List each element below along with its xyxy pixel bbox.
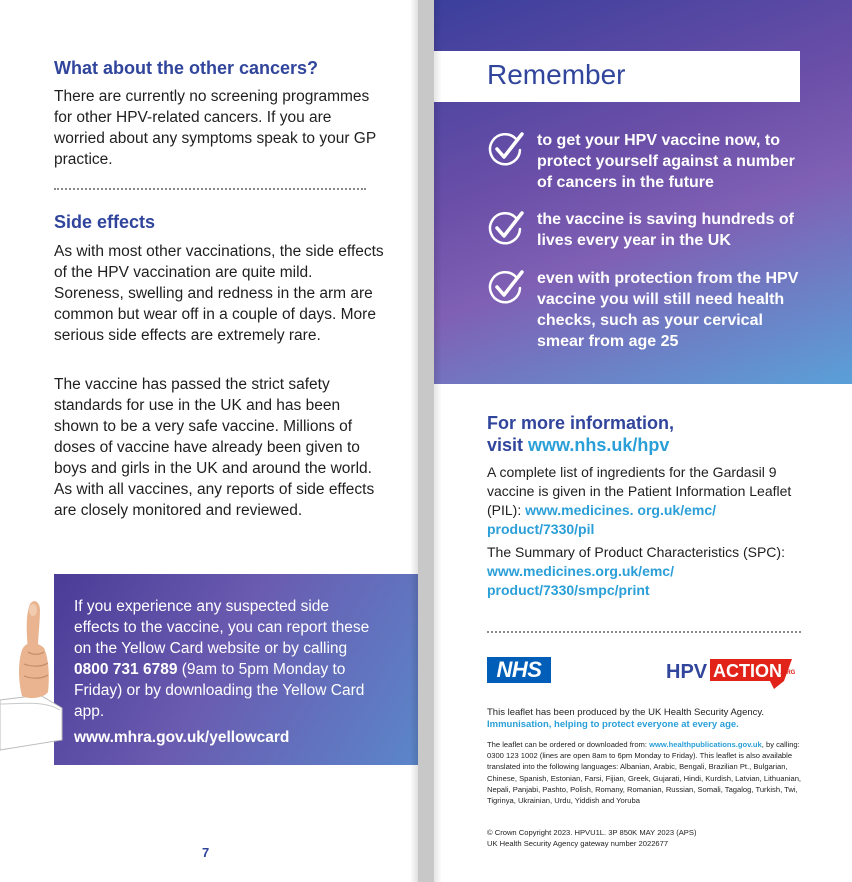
hpv-logo-org-text: .ORG [780, 670, 796, 676]
more-info-line1: For more information, [487, 413, 675, 433]
yellow-card-box [54, 574, 418, 765]
section-divider [54, 188, 366, 190]
thumbs-up-hand-illustration [0, 600, 70, 770]
order-info [487, 739, 805, 806]
nhs-logo: NHS [487, 657, 551, 683]
spine-shadow [410, 0, 418, 882]
copyright [487, 827, 805, 849]
page-number: 7 [202, 845, 210, 860]
pil-text: A complete list of ingredients for the Gardasil 9 vaccine is given in the Patient Information Leaflet (PIL): [487, 464, 792, 518]
side-effects-paragraph-1: As with most other vaccinations, the side effects of the HPV vaccination are quite mild. Soreness, swelling and redness in the arm are common but wear off in a couple of days. More serious side effects are extremely rare. [54, 243, 384, 344]
produced-text: This leaflet has been produced by the UK Health Security Agency. [487, 707, 765, 718]
hpv-logo-action-text: ACTION [713, 661, 782, 681]
checkmark-circle-icon [486, 209, 526, 249]
heading-other-cancers: What about the other cancers? [54, 58, 319, 78]
spine-shadow [434, 0, 442, 882]
section-divider [487, 631, 801, 633]
hpv-action-logo [666, 656, 802, 690]
order-text-before: The leaflet can be ordered or downloaded from: [487, 740, 650, 749]
left-page [0, 0, 418, 882]
copyright-line1: © Crown Copyright 2023. HPVU1L. 3P 850K MAY 2023 (APS) [487, 828, 697, 837]
hpv-logo-hpv-text: HPV [666, 661, 708, 683]
right-page [434, 0, 852, 882]
produced-by [487, 707, 805, 731]
more-info-visit: visit [487, 435, 529, 455]
immunisation-tagline: Immunisation, helping to protect everyone at every age. [487, 719, 739, 730]
yellow-card-text-before: If you experience any suspected side effects to the vaccine, you can report these on the Yellow Card website or by calling [74, 598, 370, 657]
remember-item-text: to get your HPV vaccine now, to protect yourself against a number of cancers in the future [537, 132, 795, 191]
heading-side-effects: Side effects [54, 212, 156, 232]
spc-link[interactable]: www.medicines.org.uk/emc/ product/7330/smpc/print [487, 563, 674, 598]
yellow-card-link[interactable]: www.mhra.gov.uk/yellowcard [74, 729, 290, 746]
side-effects-paragraph-2: The vaccine has passed the strict safety standards for use in the UK and has been shown to be a very safe vaccine. Millions of doses of vaccine have already been given to boys and girls in the UK and around the world. As with all vaccines, any reports of side effects are closely monitored and reviewed. [54, 376, 375, 519]
nhs-hpv-link[interactable]: www.nhs.uk/hpv [528, 435, 670, 455]
other-cancers-text: There are currently no screening programmes for other HPV-related cancers. If you are worried about any symptoms speak to your GP practice. [54, 88, 376, 168]
pil-paragraph [487, 463, 807, 539]
remember-title-box [434, 51, 800, 102]
yellow-card-text [74, 596, 374, 722]
remember-title: Remember [487, 59, 626, 90]
checkmark-circle-icon [486, 268, 526, 308]
checkmark-circle-icon [486, 130, 526, 170]
remember-panel [434, 0, 852, 384]
spc-paragraph [487, 543, 807, 600]
remember-item-text: the vaccine is saving hundreds of lives every year in the UK [537, 211, 794, 249]
remember-item-text: even with protection from the HPV vaccine you will still need health checks, such as your cervical smear from age 25 [537, 270, 799, 350]
more-info-heading [487, 412, 817, 456]
yellow-card-phone: 0800 731 6789 [74, 661, 178, 678]
spc-text: The Summary of Product Characteristics (SPC): [487, 544, 785, 560]
yellow-card-text-after: (9am to 5pm Monday to Friday) or by downloading the Yellow Card app. [74, 661, 365, 720]
order-text-after: , by calling: 0300 123 1002 (lines are open 8am to 6pm Monday to Friday). This leaflet is also available translated into the following languages: Albanian, Arabic, Bengali, Brazilian Pt., Bulgarian, Chinese, Spanish, Estonian, Farsi, Fijian, Greek, Gujarati, Hindi, Kurdish, Latvian, Lithuanian, Nepali, Panjabi, Pashto, Polish, Romany, Romanian, Russian, Somali, Tagalog, Turkish, Twi, Tigrinya, Ukrainian, Urdu, Yiddish and Yoruba [487, 740, 802, 806]
copyright-line2: UK Health Security Agency gateway number 2022677 [487, 839, 669, 848]
pil-link[interactable]: www.medicines. org.uk/emc/ product/7330/pil [487, 502, 716, 537]
health-publications-link[interactable]: www.healthpublications.gov.uk [649, 740, 762, 749]
